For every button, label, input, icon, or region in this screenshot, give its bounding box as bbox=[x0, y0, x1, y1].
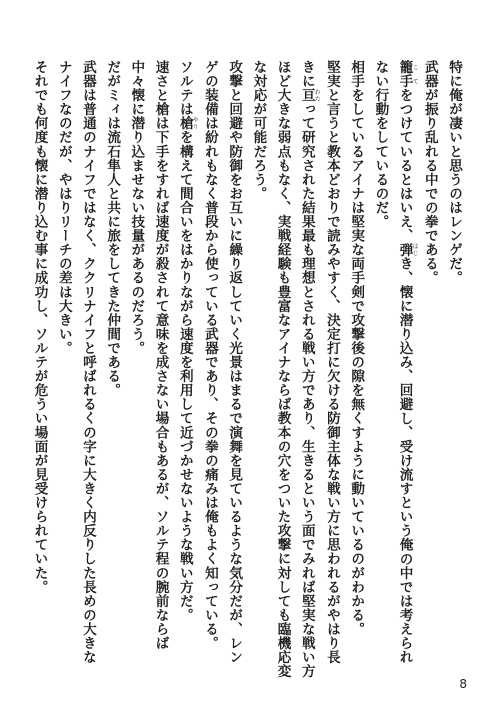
ruby-word: 亘わた bbox=[298, 88, 321, 103]
text-line: 相手をしているアイナは堅実な両手剣で攻撃後の隙を無くすように動いているのがわかる。 bbox=[348, 60, 365, 637]
text-line: だがミィは流石隼人と共に旅をしてきた仲間である。 bbox=[104, 60, 121, 398]
text-segment: を構えて間合いをはかりながら速度を利用して近づかせないような戦い方だ。 bbox=[176, 130, 193, 623]
ruby-reading: わた bbox=[313, 88, 321, 103]
text-line: 速さと槍は下手をすれば速度が殺されて意味を成さない場合もあるが、ソルテ程の腕前ならば bbox=[152, 60, 169, 651]
text-line: な対応が可能だろう。 bbox=[250, 60, 267, 201]
ruby-reading: やり bbox=[191, 116, 199, 131]
ruby-reading: こて bbox=[411, 60, 419, 89]
text-line: 攻撃と回避や防御をお互いに繰り返していく光景はまるで演舞を見ているような気分だが、レン bbox=[226, 60, 243, 665]
text-segment: きに bbox=[298, 60, 315, 89]
text-line: 武器が振り乱れる中での拳である。 bbox=[421, 60, 438, 285]
text-segment: ソルテは bbox=[176, 60, 193, 117]
page-number: 8 bbox=[459, 677, 467, 691]
text-segment: き、懐に潜り込み、回避し、受け流すという俺の中では考えられ bbox=[396, 256, 413, 665]
text-line: ない行動をしているのだ。 bbox=[372, 60, 389, 229]
text-segment: って研究された結果最も理想とされる戦い方であり、生きるという面でみれば堅実な戦い方 bbox=[298, 102, 315, 679]
ruby-word: 槍やり bbox=[176, 116, 199, 131]
text-line: ナイフなのだが、やはりリーチの差は大きい。 bbox=[55, 60, 72, 356]
text-line: 武器は普通のナイフではなく、ククリナイフと呼ばれるくの字に大きく内反りした長めの大きな bbox=[79, 60, 96, 665]
text-line bbox=[295, 60, 321, 679]
text-line: それでも何度も懐に潜り込む事に成功し、ソルテが危うい場面が見受けられていた。 bbox=[31, 60, 48, 594]
text-line: 中々懐に潜り込ませない技量があるのだろう。 bbox=[128, 60, 145, 356]
text-line: 堅実と言うと教本どおりで読みやすく、決定打に欠ける防御主体な戦い方に思われるがやはり長 bbox=[323, 60, 340, 665]
vertical-text-body bbox=[27, 60, 466, 679]
text-line: ゲの装備は紛れもなく普段から使っている武器であり、その拳の痛みは俺もよく知っている。 bbox=[201, 60, 218, 651]
text-line: 特に俺が凄いと思うのはレンゲだ。 bbox=[446, 60, 462, 285]
text-line: ほど大きな弱点もなく、実戦経験も豊富なアイナならば教本の穴をついた攻撃に対しても臨機応変 bbox=[274, 60, 291, 679]
text-line bbox=[392, 60, 419, 665]
text-line bbox=[173, 60, 198, 662]
ruby-word: 弾はじ bbox=[396, 242, 419, 257]
text-segment: をつけているとはいえ、 bbox=[396, 88, 413, 243]
ruby-word: 籠手こて bbox=[396, 60, 419, 89]
ruby-reading: はじ bbox=[411, 242, 419, 257]
